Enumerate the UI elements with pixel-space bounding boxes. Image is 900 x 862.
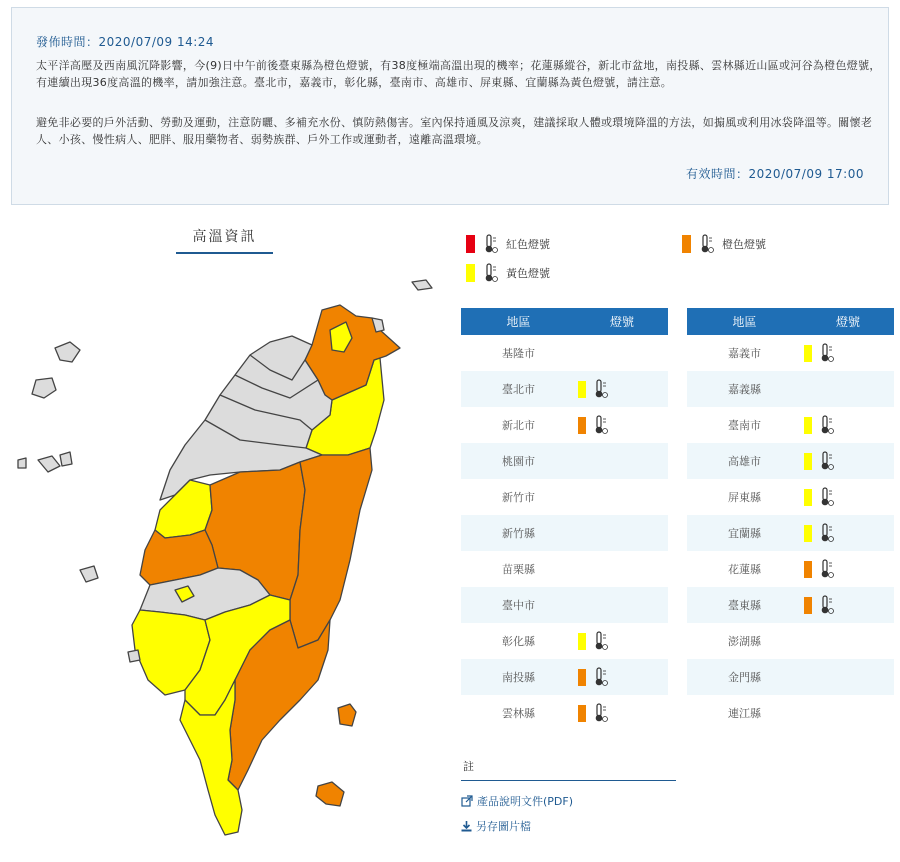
region-green-island[interactable] <box>338 704 356 726</box>
region-hualien[interactable] <box>290 448 372 648</box>
region-name: 嘉義市 <box>728 347 761 360</box>
table-row <box>687 587 894 623</box>
legend-orange <box>682 234 766 254</box>
table-row <box>687 551 894 587</box>
region-name: 苗栗縣 <box>502 563 535 576</box>
region-name: 臺東縣 <box>687 587 802 623</box>
table-row <box>461 551 668 587</box>
product-doc-link[interactable] <box>461 793 573 809</box>
signal-swatch-orange <box>804 561 812 578</box>
signal-cell <box>576 371 668 407</box>
legend-red-label: 紅色燈號 <box>506 238 550 251</box>
signal-swatch-orange <box>578 669 586 686</box>
signal-cell <box>576 551 668 587</box>
table-row <box>687 659 894 695</box>
region-penghu[interactable] <box>55 342 80 362</box>
thermometer-icon <box>820 415 834 435</box>
region-name: 臺南市 <box>728 419 761 432</box>
red-swatch <box>466 235 475 253</box>
signal-cell <box>576 443 668 479</box>
valid-time: 有效時間：2020/07/09 17:00 <box>685 167 864 181</box>
thermometer-icon <box>594 667 608 687</box>
column-header-region: 地區 <box>687 308 802 335</box>
table-row <box>687 443 894 479</box>
signal-cell <box>802 371 894 407</box>
table-row <box>461 695 668 731</box>
column-header-signal: 燈號 <box>576 308 668 335</box>
legend-yellow-label: 黃色燈號 <box>506 267 550 280</box>
region-orchid-island[interactable] <box>316 782 344 806</box>
signal-cell <box>576 479 668 515</box>
yellow-swatch <box>466 264 475 282</box>
region-name: 新竹市 <box>502 491 535 504</box>
legend-yellow <box>466 263 550 283</box>
region-name: 桃園市 <box>461 443 576 479</box>
signal-cell <box>576 587 668 623</box>
table-row <box>687 623 894 659</box>
region-name: 屏東縣 <box>728 491 761 504</box>
thermometer-icon <box>820 523 834 543</box>
thermometer-icon <box>594 631 608 651</box>
region-name: 宜蘭縣 <box>687 515 802 551</box>
legend-orange-label: 橙色燈號 <box>722 238 766 251</box>
note-divider <box>461 780 676 781</box>
region-name: 南投縣 <box>461 659 576 695</box>
table-row <box>461 443 668 479</box>
region-name: 金門縣 <box>687 659 802 695</box>
thermometer-icon <box>820 595 834 615</box>
signal-swatch-yellow <box>578 633 586 650</box>
notice-panel <box>11 7 889 205</box>
table-row <box>461 479 668 515</box>
thermometer-icon <box>820 487 834 507</box>
table-row <box>687 371 894 407</box>
thermometer-icon <box>484 263 498 283</box>
table-row <box>687 407 894 443</box>
download-icon <box>461 821 472 832</box>
region-name: 臺中市 <box>461 587 576 623</box>
signal-swatch-yellow <box>804 525 812 542</box>
signal-swatch-yellow <box>804 417 812 434</box>
issue-time: 發佈時間：2020/07/09 14:24 <box>36 35 215 49</box>
region-name: 高雄市 <box>687 443 802 479</box>
external-link-icon <box>461 795 473 807</box>
taiwan-heat-map <box>0 265 445 845</box>
signal-swatch-yellow <box>578 381 586 398</box>
thermometer-icon <box>594 415 608 435</box>
signal-cell <box>576 695 668 731</box>
table-row <box>687 335 894 371</box>
signal-cell <box>576 335 668 371</box>
region-name: 彰化縣 <box>502 635 535 648</box>
signal-cell <box>802 479 894 515</box>
table-row <box>461 335 668 371</box>
table-row <box>461 515 668 551</box>
note-title: 註 <box>463 760 474 773</box>
signal-cell <box>802 407 894 443</box>
region-name: 臺北市 <box>461 371 576 407</box>
signal-cell <box>802 335 894 371</box>
region-name: 澎湖縣 <box>728 635 761 648</box>
column-header-region: 地區 <box>461 308 576 335</box>
table-row <box>687 515 894 551</box>
region-name: 基隆市 <box>502 347 535 360</box>
signal-cell <box>576 407 668 443</box>
save-image-label: 另存圖片檔 <box>476 820 531 833</box>
table-row <box>461 407 668 443</box>
signal-swatch-yellow <box>804 345 812 362</box>
signal-swatch-yellow <box>804 489 812 506</box>
region-table-left <box>461 308 668 731</box>
region-table-right <box>687 308 894 731</box>
region-matsu[interactable] <box>412 280 432 290</box>
signal-swatch-orange <box>804 597 812 614</box>
table-row <box>687 695 894 731</box>
product-doc-label: 產品說明文件(PDF) <box>477 795 574 808</box>
region-name: 嘉義縣 <box>687 371 802 407</box>
signal-cell <box>802 587 894 623</box>
signal-swatch-yellow <box>804 453 812 470</box>
signal-cell <box>802 551 894 587</box>
signal-cell <box>802 659 894 695</box>
table-row <box>687 479 894 515</box>
column-header-signal: 燈號 <box>802 308 894 335</box>
thermometer-icon <box>594 379 608 399</box>
region-name: 新北市 <box>502 419 535 432</box>
thermometer-icon <box>820 451 834 471</box>
table-row <box>461 371 668 407</box>
notice-paragraph-1: 太平洋高壓及西南風沉降影響，今(9)日中午前後臺東縣為橙色燈號，有38度極端高溫出現的機率；花蓮縣縱谷，新北市盆地，南投縣、雲林縣近山區或河谷為橙色燈號，有連續出現36度高溫的機率，請加強注意。臺北市，嘉義市，彰化縣，臺南市、高雄市、屏東縣、宜蘭縣為黃色燈號，請注意。 <box>36 59 881 89</box>
orange-swatch <box>682 235 691 253</box>
signal-cell <box>576 515 668 551</box>
thermometer-icon <box>820 559 834 579</box>
signal-cell <box>802 695 894 731</box>
signal-cell <box>802 623 894 659</box>
signal-cell <box>802 515 894 551</box>
thermometer-icon <box>594 703 608 723</box>
thermometer-icon <box>700 234 714 254</box>
thermometer-icon <box>820 343 834 363</box>
table-row <box>461 587 668 623</box>
table-row <box>461 659 668 695</box>
region-name: 花蓮縣 <box>728 563 761 576</box>
signal-cell <box>802 443 894 479</box>
save-image-link[interactable] <box>461 818 531 834</box>
region-name: 新竹縣 <box>461 515 576 551</box>
signal-swatch-orange <box>578 417 586 434</box>
region-name: 連江縣 <box>728 707 761 720</box>
legend-red <box>466 234 550 254</box>
signal-swatch-orange <box>578 705 586 722</box>
map-title: 高溫資訊 <box>176 226 273 254</box>
signal-cell <box>576 623 668 659</box>
table-row <box>461 623 668 659</box>
signal-cell <box>576 659 668 695</box>
region-name: 雲林縣 <box>502 707 535 720</box>
notice-paragraph-2: 避免非必要的戶外活動、勞動及運動，注意防曬、多補充水份、慎防熱傷害。室內保持通風及涼爽，建議採取人體或環境降溫的方法，如搧風或利用冰袋降溫等。關懷老人、小孩、慢性病人、肥胖、服用藥物者、弱勢族群、戶外工作或運動者，遠離高溫環境。 <box>36 116 873 146</box>
thermometer-icon <box>484 234 498 254</box>
